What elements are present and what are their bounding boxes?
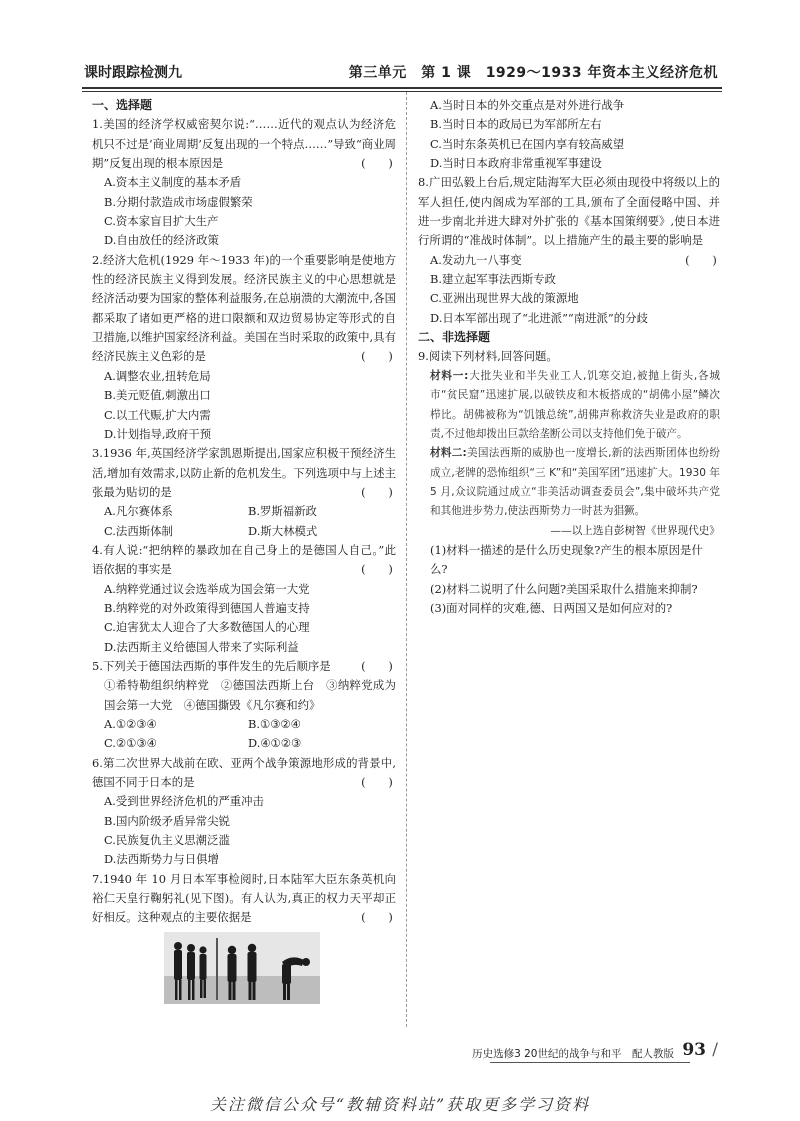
question-7 [92,870,396,928]
option-c: C.迫害犹太人迎合了大多数德国人的心理 [104,620,310,635]
question-2-stem: 2.经济大危机(1929 年～1933 年)的一个重要影响是使地方性的经济民族主义得到发展。经济民族主义的中心思想就是经济活动要为国家的整体利益服务,在总崩溃的大潮流中,各国都采取了诸如更严格的进口限额和双边贸易协定等形式的自卫措施,以维护国家经济利益。美国在当时采取的政策中,具有经济民族主义色彩的是 [92,252,396,364]
option-a: A.受到世界经济危机的严重冲击 [104,794,264,809]
option-c: C.以工代赈,扩大内需 [104,407,211,422]
question-5 [92,657,396,676]
page-header [82,62,722,86]
question-1 [92,115,396,173]
option-d: D.法西斯势力与日俱增 [104,852,219,867]
option-b: B.当时日本的政局已为军部所左右 [430,117,602,132]
answer-blank: ( ) [361,910,393,925]
header-rule-thin [82,91,722,92]
option-a: A.纳粹党通过议会选举成为国会第一大党 [104,581,310,596]
option-a: A.调整农业,扭转危局 [104,368,211,383]
option-a: A.资本主义制度的基本矛盾 [104,175,242,190]
section-title-nonchoice: 二、非选择题 [418,330,491,345]
bowing-ceremony-photo-icon [164,932,320,1004]
option-b: B.罗斯福新政 [248,504,317,519]
material-1 [418,367,720,444]
question-2 [92,251,396,367]
option-row [92,502,396,521]
sub-question-2: (2)材料二说明了什么问题?美国采取什么措施来抑制? [430,581,698,596]
sub-question-1: (1)材料一描述的是什么历史现象?产生的根本原因是什么? [430,542,703,577]
material-2-text: 美国法西斯的威胁也一度增长,新的法西斯团体也纷纷成立,老牌的恐怖组织“三 K”和“美国军团”迅速扩大。1930 年 5 月,众议院通过成立“非美活动调查委员会”,集中破坏共产党和其他进步势力,使法西斯势力一时甚为猖獗。 [430,447,720,518]
option-c: C.②①③④ [104,736,157,751]
option-b: B.美元贬值,刺激出口 [104,388,211,403]
left-column [92,96,396,1004]
option-d: D.法西斯主义给德国人带来了实际利益 [104,639,299,654]
option-b: B.建立起军事法西斯专政 [430,272,556,287]
answer-blank: ( ) [685,252,717,267]
option-a: A.①②③④ [104,717,157,731]
option-b: B.分期付款造成市场虚假繁荣 [104,194,253,209]
question-9-stem: 9.阅读下列材料,回答问题。 [418,349,558,364]
question-4 [92,541,396,580]
option-a: A.凡尔赛体系 [104,504,173,519]
question-6 [92,754,396,793]
question-3-stem: 3.1936 年,英国经济学家凯恩斯提出,国家应积极干预经济生活,增加有效需求,以防止新的危机发生。下列选项中与上述主张最为贴切的是 [92,446,396,499]
sub-question-3: (3)面对同样的灾难,德、日两国又是如何应对的? [430,600,673,615]
question-8-stem: 8.广田弘毅上台后,规定陆海军大臣必须由现役中将级以上的军人担任,使内阁成为军部的工具,颁布了全面侵略中国、并进一步南北并进大肆对外扩张的《基本国策纲要》,使日本进行所谓的“准战时体制”。以上措施产生的最主要的影响是 [418,175,720,248]
question-6-stem: 6.第二次世界大战前在欧、亚两个战争策源地形成的背景中,德国不同于日本的是 [92,755,396,790]
option-d: D.计划指导,政府干预 [104,426,212,441]
answer-blank: ( ) [361,349,393,364]
footer-rule [490,1062,690,1063]
answer-blank: ( ) [361,658,393,673]
option-row [92,734,396,753]
page-number: 93 [682,1040,706,1060]
material-2-label: 材料二: [430,447,467,460]
question-7-stem: 7.1940 年 10 月日本军事检阅时,日本陆军大臣东条英机向裕仁天皇行鞠躬礼(见下图)。有人认为,真正的权力天平却正好相反。这种观点的主要依据是 [92,871,396,925]
material-source: ——以上选自彭树智《世界现代史》 [550,524,720,537]
section-title-choice: 一、选择题 [92,98,153,112]
option-d: D.斯大林模式 [248,523,318,538]
header-right-title: 第三单元 第 1 课 1929～1933 年资本主义经济危机 [348,65,718,81]
header-rule [82,87,722,89]
header-left-title: 课时跟踪检测九 [84,65,182,81]
option-a: A.发动九一八事变 [430,252,522,267]
question-4-stem: 4.有人说:“把纳粹的暴政加在自己身上的是德国人自己。”此语依据的事实是 [92,542,396,577]
material-1-label: 材料一: [430,369,469,382]
option-b: B.①③②④ [248,717,301,731]
question-5-items: ①希特勒组织纳粹党 ②德国法西斯上台 ③纳粹党成为国会第一大党 ④德国撕毁《凡尔赛和约》 [104,678,396,712]
column-divider [406,92,407,1027]
answer-blank: ( ) [361,775,393,790]
option-b: B.纳粹党的对外政策得到德国人普遍支持 [104,600,310,615]
option-c: C.资本家盲目扩大生产 [104,214,219,229]
question-5-stem: 5.下列关于德国法西斯的事件发生的先后顺序是 [92,658,331,673]
question-1-stem: 1.美国的经济学权威密契尔说:“……近代的观点认为经济危机只不过是‘商业周期’反复出现的一个特点……”导致“商业周期”反复出现的根本原因是 [92,117,396,171]
material-1-text: 大批失业和半失业工人,饥寒交迫,被抛上街头,各城市“贫民窟”迅速扩展,以破铁皮和木板搭成的“胡佛小屋”鳞次栉比。胡佛被称为“饥饿总统”,胡佛声称救济失业是政府的职责,不过他却拨出巨款给垄断公司以支持他们免于破产。 [430,369,720,440]
option-c: C.当时东条英机已在国内享有较高威望 [430,136,625,151]
option-d: D.日本军部出现了“北进派”“南进派”的分歧 [430,310,648,325]
book-title: 历史选修3 20世纪的战争与和平 配人教版 [472,1048,674,1060]
option-d: D.④①②③ [248,736,302,751]
answer-blank: ( ) [361,484,393,499]
question-3 [92,444,396,502]
option-row [92,522,396,541]
material-2 [418,444,720,521]
option-row [92,715,396,734]
watermark-text: 关注微信公众号“教辅资料站”获取更多学习资料 [209,1095,591,1114]
footer-slash: / [712,1040,718,1060]
option-c: C.亚洲出现世界大战的策源地 [430,291,579,306]
answer-blank: ( ) [361,562,393,577]
answer-blank: ( ) [361,156,393,171]
option-d: D.自由放任的经济政策 [104,233,219,248]
option-b: B.国内阶级矛盾异常尖锐 [104,813,230,828]
option-a: A.当时日本的外交重点是对外进行战争 [430,98,625,112]
option-d: D.当时日本政府非常重视军事建设 [430,156,602,171]
option-c: C.民族复仇主义思潮泛滥 [104,833,230,848]
right-column [418,96,720,618]
option-c: C.法西斯体制 [104,523,173,538]
